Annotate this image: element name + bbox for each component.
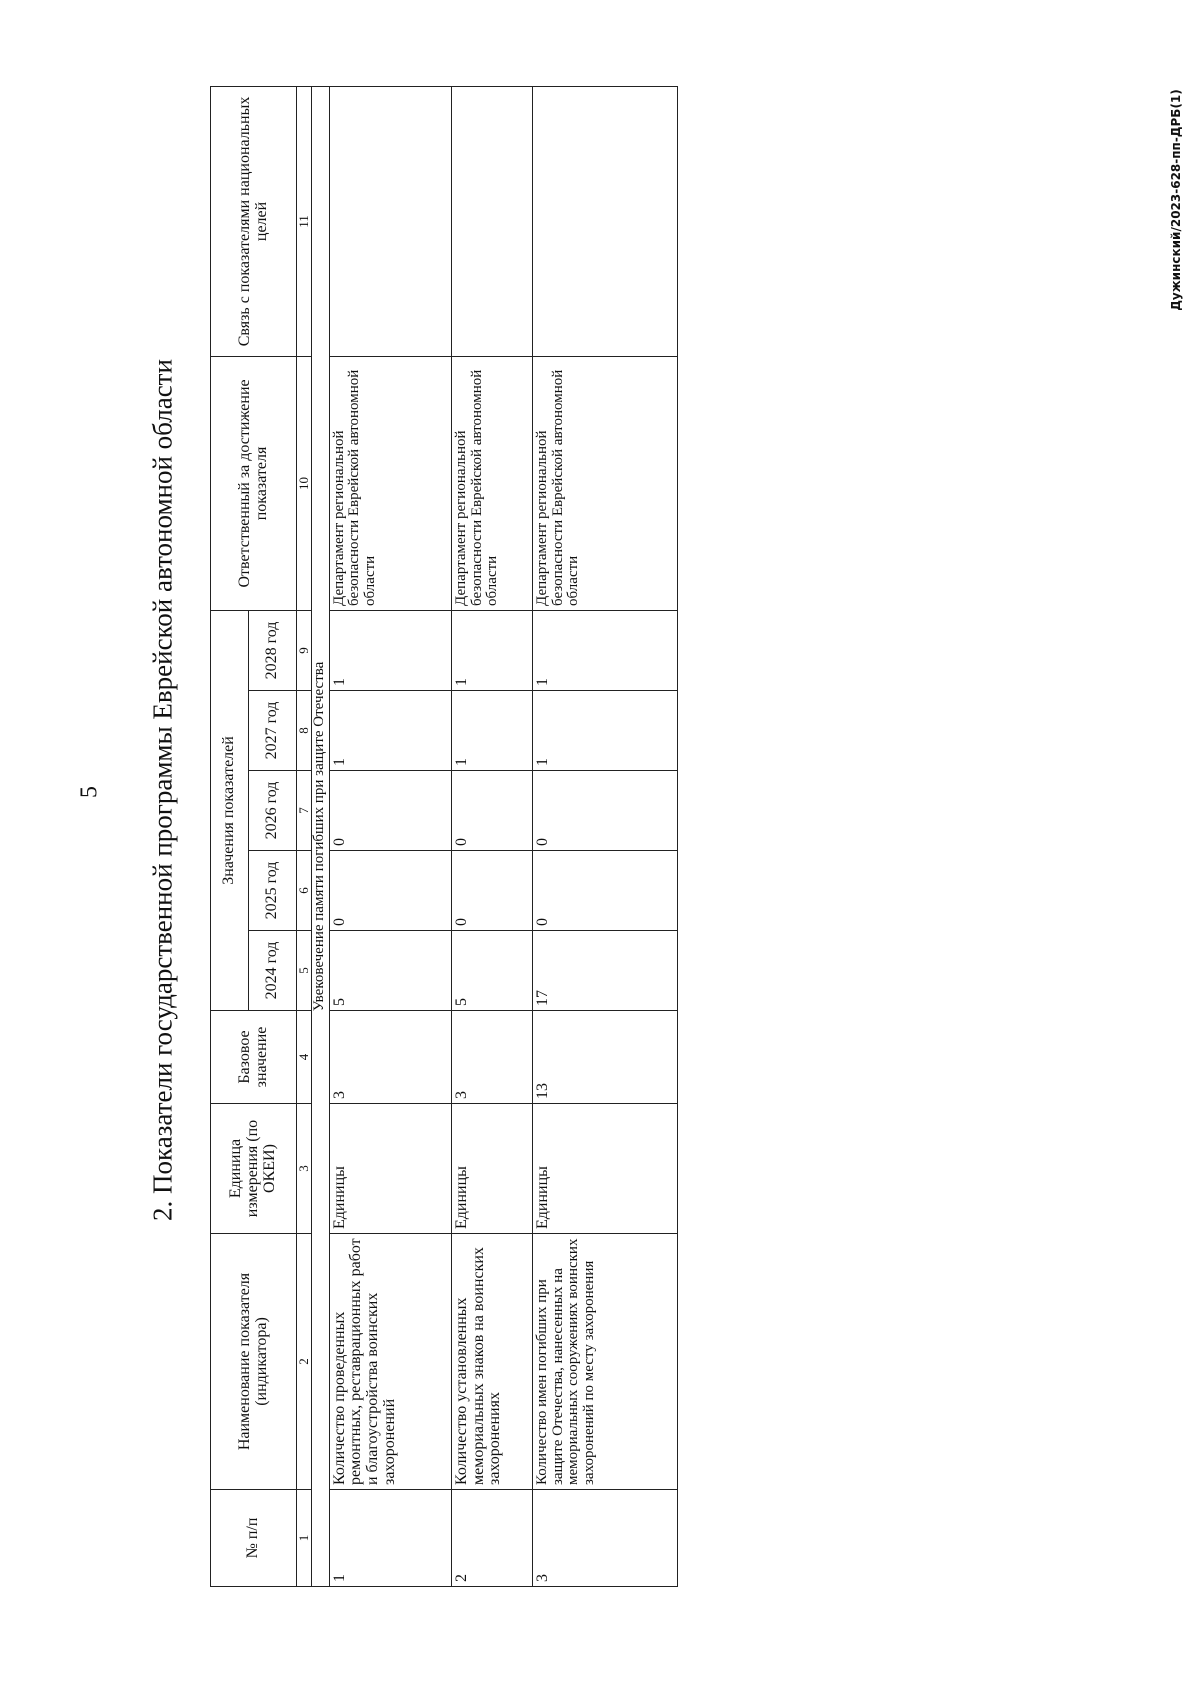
section-row bbox=[312, 86, 329, 1586]
column-number: 2 bbox=[297, 1234, 312, 1490]
row-num: 1 bbox=[329, 1490, 451, 1587]
year-value: 5 bbox=[329, 931, 451, 1011]
indicators-table-area bbox=[210, 87, 678, 1587]
column-number: 5 bbox=[297, 931, 312, 1011]
year-value: 1 bbox=[451, 691, 532, 771]
responsible-cell: Департамент региональной безопасности Еврейской автономной области bbox=[329, 356, 451, 610]
header-link: Связь с показателями национальных целей bbox=[211, 86, 297, 356]
indicators-table bbox=[210, 86, 678, 1587]
base-value: 3 bbox=[329, 1011, 451, 1104]
link-cell bbox=[532, 86, 677, 356]
column-number: 8 bbox=[297, 691, 312, 771]
year-value: 1 bbox=[532, 691, 677, 771]
base-value: 13 bbox=[532, 1011, 677, 1104]
row-num: 2 bbox=[451, 1490, 532, 1587]
base-value: 3 bbox=[451, 1011, 532, 1104]
table-row bbox=[532, 86, 677, 1586]
column-number: 9 bbox=[297, 610, 312, 690]
table-row bbox=[329, 86, 451, 1586]
header-num: № п/п bbox=[211, 1490, 297, 1587]
responsible-cell: Департамент региональной безопасности Еврейской автономной области bbox=[532, 356, 677, 610]
indicator-name: Количество имен погибших при защите Отечества, нанесенных на мемориальных сооружениях воинских захоронений по месту захоронения bbox=[532, 1234, 677, 1490]
year-value: 1 bbox=[451, 610, 532, 690]
header-year: 2025 год bbox=[249, 851, 297, 931]
column-number: 7 bbox=[297, 771, 312, 851]
page-heading: 2. Показатели государственной программы Еврейской автономной области bbox=[147, 359, 178, 1221]
year-value: 17 bbox=[532, 931, 677, 1011]
row-num: 3 bbox=[532, 1490, 677, 1587]
year-value: 0 bbox=[329, 771, 451, 851]
column-number: 1 bbox=[297, 1490, 312, 1587]
column-number: 11 bbox=[297, 86, 312, 356]
link-cell bbox=[451, 86, 532, 356]
year-value: 0 bbox=[451, 771, 532, 851]
page-number: 5 bbox=[76, 786, 103, 798]
column-number-row bbox=[297, 86, 312, 1586]
year-value: 0 bbox=[329, 851, 451, 931]
header-values-group: Значения показателей bbox=[211, 610, 249, 1010]
column-number: 10 bbox=[297, 356, 312, 610]
document-id: Дужинский/2023-628-пп-ДРБ(1) bbox=[1169, 89, 1183, 311]
header-year: 2024 год bbox=[249, 931, 297, 1011]
header-year: 2028 год bbox=[249, 610, 297, 690]
link-cell bbox=[329, 86, 451, 356]
year-value: 1 bbox=[329, 691, 451, 771]
column-number: 4 bbox=[297, 1011, 312, 1104]
unit-cell: Единицы bbox=[532, 1104, 677, 1234]
year-value: 5 bbox=[451, 931, 532, 1011]
indicator-name: Количество проведенных ремонтных, реставрационных работ и благоустройства воинских захоронений bbox=[329, 1234, 451, 1490]
year-value: 0 bbox=[532, 851, 677, 931]
indicator-name: Количество установленных мемориальных знаков на воинских захоронениях bbox=[451, 1234, 532, 1490]
header-name: Наименование показателя (индикатора) bbox=[211, 1234, 297, 1490]
year-value: 1 bbox=[532, 610, 677, 690]
header-unit: Единица измерения (по ОКЕИ) bbox=[211, 1104, 297, 1234]
column-number: 3 bbox=[297, 1104, 312, 1234]
year-value: 0 bbox=[451, 851, 532, 931]
unit-cell: Единицы bbox=[451, 1104, 532, 1234]
header-year: 2026 год bbox=[249, 771, 297, 851]
responsible-cell: Департамент региональной безопасности Еврейской автономной области bbox=[451, 356, 532, 610]
year-value: 1 bbox=[329, 610, 451, 690]
year-value: 0 bbox=[532, 771, 677, 851]
column-number: 6 bbox=[297, 851, 312, 931]
header-year: 2027 год bbox=[249, 691, 297, 771]
unit-cell: Единицы bbox=[329, 1104, 451, 1234]
header-responsible: Ответственный за достижение показателя bbox=[211, 356, 297, 610]
section-title: Увековечение памяти погибших при защите Отечества bbox=[312, 86, 329, 1586]
table-row bbox=[451, 86, 532, 1586]
header-base: Базовое значение bbox=[211, 1011, 297, 1104]
